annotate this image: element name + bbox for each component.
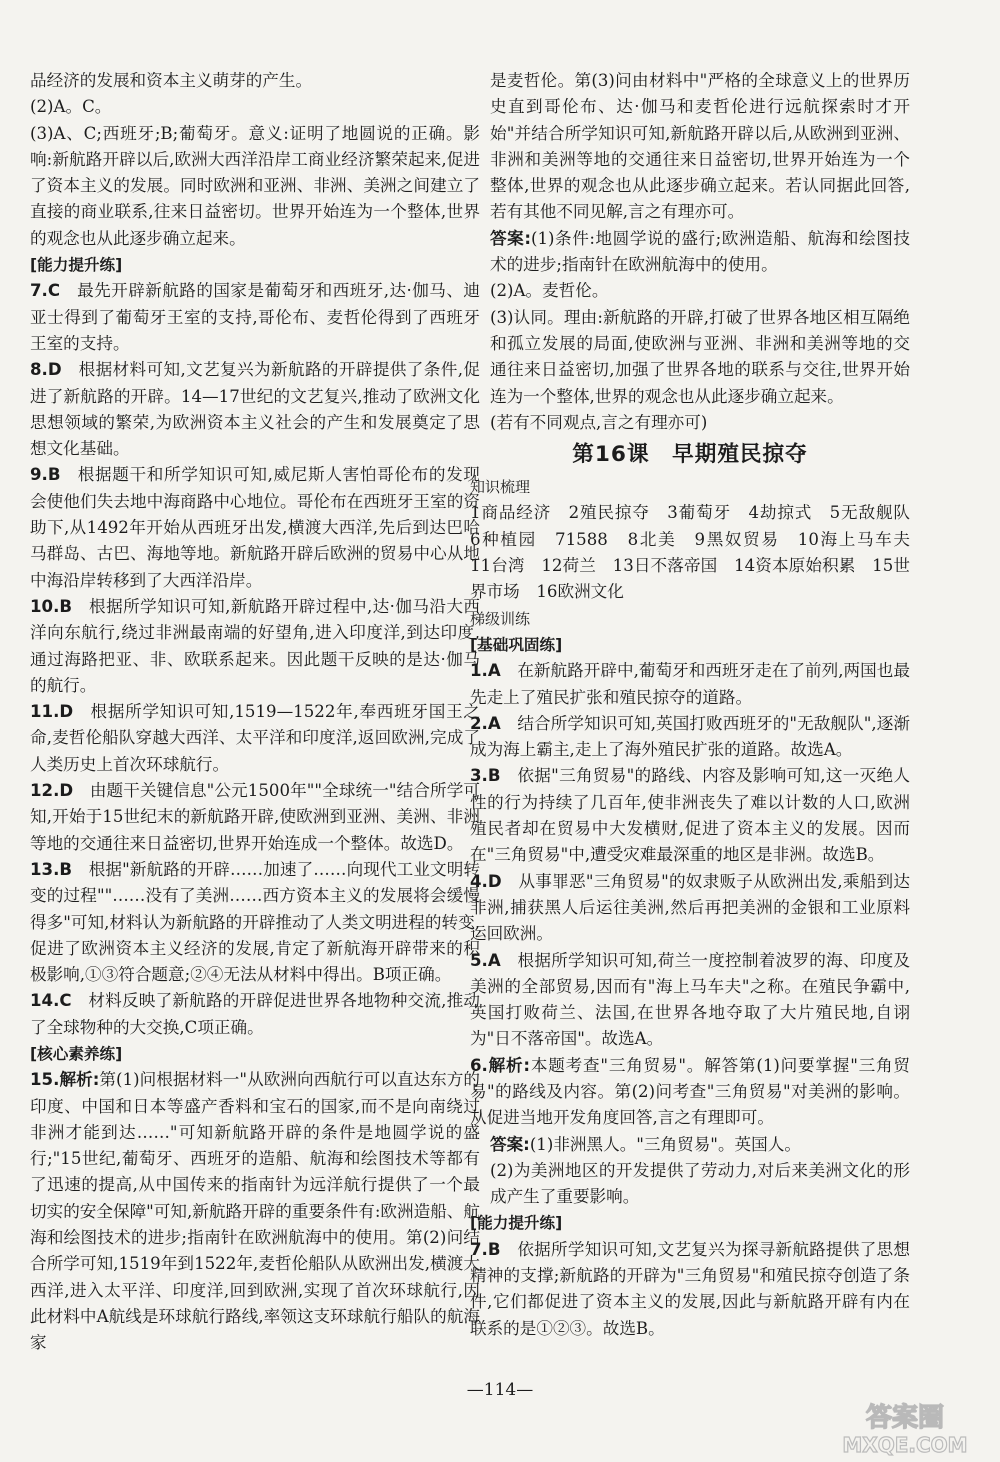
answer-item	[470, 658, 910, 711]
intro-line-1: 品经济的发展和资本主义萌芽的产生。	[30, 71, 313, 90]
watermark-logo	[820, 1398, 990, 1458]
answer-text: 由题干关键信息"公元1500年""全球统一"结合所学可知,开始于15世纪末的新航路开辟,使欧洲到亚洲、美洲、非洲等地的交通往来日益密切,世界开始连成一个整体。故选D。	[30, 781, 480, 853]
section-heading-core: [核心素养练]	[30, 1044, 123, 1063]
analysis-label: 解析:	[59, 1070, 100, 1090]
subheading-knowledge: 知识梳理	[470, 478, 531, 497]
answer-item	[30, 988, 480, 1041]
answer-text: 根据材料可知,文艺复兴为新航路的开辟提供了条件,促进了新航路的开辟。14—17世纪的文艺复兴,推动了欧洲文化思想领域的繁荣,为欧洲资本主义社会的产生和发展奠定了思想文化基础。	[30, 360, 480, 459]
answer-number: 11.D	[30, 702, 74, 722]
answer-item	[470, 711, 910, 764]
answer-item-6	[470, 1053, 910, 1132]
svg-text:答案圈: 答案圈	[865, 1403, 945, 1433]
answer-number: 9.B	[30, 465, 61, 485]
answer-item	[470, 763, 910, 868]
answer-item-15	[30, 1067, 480, 1356]
answer-text: 根据所学知识可知,新航路开辟过程中,达·伽马沿大西洋向东航行,绕过非洲最南端的好望角,进入印度洋,到达印度,通过海路把亚、非、欧联系起来。因此题干反映的是达·伽马的航行。	[30, 596, 480, 695]
answer-text: 依据"三角贸易"的路线、内容及影响可知,这一灭绝人性的行为持续了几百年,使非洲丧失了难以计数的人口,欧洲殖民者却在贸易中大发横财,促进了资本主义的发展。因而在"三角贸易"中,遭受灾难最深重的地区是非洲。故选B。	[470, 766, 910, 865]
answer-number: 4.D	[470, 871, 502, 891]
intro-line-2: (2)A。C。	[30, 97, 112, 117]
left-column	[30, 68, 480, 1357]
answer-number: 13.B	[30, 859, 73, 879]
lesson-title: 第16课 早期殖民掠夺	[572, 442, 808, 468]
analysis-label: 解析:	[487, 1055, 531, 1075]
answer-number: 5.A	[470, 950, 501, 970]
answer-text: 在新航路开辟中,葡萄牙和西班牙走在了前列,两国也最先走上了殖民扩张和殖民掠夺的道路。	[470, 661, 910, 707]
answer-text: 从事罪恶"三角贸易"的奴隶贩子从欧洲出发,乘船到达非洲,捕获黑人后运往美洲,然后再把美洲的金银和工业原料运回欧洲。	[470, 871, 910, 944]
answer-item	[30, 357, 480, 462]
answer-note: (若有不同观点,言之有理亦可)	[490, 412, 708, 432]
answer-number: 6.	[470, 1055, 488, 1075]
answer-item	[30, 462, 480, 593]
answer-part-2: (2)A。麦哲伦。	[490, 281, 609, 301]
svg-text:MXQE.COM: MXQE.COM	[842, 1433, 968, 1457]
answer-item	[30, 594, 480, 699]
answer-label: 答案:	[490, 1134, 530, 1154]
answer-item-7	[470, 1237, 910, 1342]
intro-line-3: (3)A、C;西班牙;B;葡萄牙。意义:证明了地圆说的正确。影响:新航路开辟以后,欧洲大西洋沿岸工商业经济繁荣起来,促进了资本主义的发展。同时欧洲和亚洲、非洲、美洲之间建立了直接的商业联系,往来日益密切。世界开始连为一个整体,世界的观念也从此逐步确立起来。	[30, 123, 480, 248]
answer-number: 8.D	[30, 360, 62, 380]
answer-text: 根据题干和所学知识可知,威尼斯人害怕哥伦布的发现会使他们失去地中海商路中心地位。哥伦布在西班牙王室的资助下,从1492年开始从西班牙出发,横渡大西洋,先后到达巴哈马群岛、古巴、海地等地。新航路开辟后欧洲的贸易中心从地中海沿岸转移到了大西洋沿岸。	[30, 465, 480, 590]
section-heading-basic: [基础巩固练]	[470, 635, 563, 654]
answer-text: 材料反映了新航路的开辟促进世界各地物种交流,推动了全球物种的大交换,C项正确。	[30, 991, 480, 1037]
answer-block-6	[470, 1132, 910, 1158]
answer-item	[470, 869, 910, 948]
answer-part-1: (1)条件:地圆学说的盛行;欧洲造船、航海和绘图技术的进步;指南针在欧洲航海中的使用。	[490, 228, 911, 275]
subheading-training: 梯级训练	[470, 609, 531, 628]
answer-part-1: (1)非洲黑人。"三角贸易"。英国人。	[529, 1134, 801, 1154]
answer-text: 最先开辟新航路的国家是葡萄牙和西班牙,达·伽马、迪亚士得到了葡萄牙王室的支持,哥伦布、麦哲伦得到了西班牙王室的支持。	[30, 281, 480, 353]
answer-item	[30, 278, 480, 357]
right-column	[470, 68, 927, 1342]
answer-part-3: (3)认同。理由:新航路的开辟,打破了世界各地区相互隔绝和孤立发展的局面,使欧洲与亚洲、非洲和美洲等地的交通往来日益密切,加强了世界各地的联系与交往,世界开始连为一个整体,世界的观念也从此逐步确立起来。	[490, 307, 910, 406]
answer-number: 10.B	[30, 596, 73, 616]
page-number: —114—	[466, 1380, 534, 1400]
answer-text: 结合所学知识可知,英国打败西班牙的"无敌舰队",逐渐成为海上霸主,走上了海外殖民扩张的道路。故选A。	[470, 713, 910, 760]
answer-number: 2.A	[470, 713, 501, 733]
answer-number: 15.	[30, 1070, 60, 1090]
knowledge-list: 1商品经济 2殖民掠夺 3葡萄牙 4劫掠式 5无敌舰队 6种植园 71588 8北美 9黑奴贸易 10海上马车夫 11台湾 12荷兰 13日不落帝国 14资本原始积累 15世界市场 16欧洲文化	[470, 503, 927, 602]
analysis-continued: 是麦哲伦。第(3)问由材料中"严格的全球意义上的世界历史直到哥伦布、达·伽马和麦哲伦进行远航探索时才开始"并结合所学知识可知,新航路开辟以后,从欧洲到亚洲、非洲和美洲等地的交通往来日益密切,世界开始连为一个整体,世界的观念也从此逐步确立起来。若认同据此回答,若有其他不同见解,言之有理亦可。	[490, 71, 910, 222]
analysis-text: 本题考查"三角贸易"。解答第(1)问要掌握"三角贸易"的路线及内容。第(2)问考查"三角贸易"对美洲的影响。从促进当地开发角度回答,言之有理即可。	[470, 1055, 910, 1128]
answer-item	[30, 778, 480, 857]
answer-number: 7.C	[30, 281, 61, 301]
answer-item	[470, 948, 910, 1053]
answer-number: 14.C	[30, 991, 72, 1011]
answer-number: 3.B	[470, 766, 501, 786]
answer-text: 根据所学知识可知,1519—1522年,奉西班牙国王之命,麦哲伦船队穿越大西洋、太平洋和印度洋,返回欧洲,完成了人类历史上首次环球航行。	[30, 702, 480, 774]
answer-text: 根据"新航路的开辟……加速了……向现代工业文明转变的过程""……没有了美洲……西方资本主义的发展将会缓慢得多"可知,材料认为新航路的开辟推动了人类文明进程的转变,促进了欧洲资本主义经济的发展,肯定了新航海开辟带来的积极影响,①③符合题意;②④无法从材料中得出。B项正确。	[30, 859, 480, 985]
section-heading-ability-2: [能力提升练]	[470, 1214, 563, 1233]
answer-part-2: (2)为美洲地区的开发提供了劳动力,对后来美洲文化的形成产生了重要影响。	[490, 1160, 910, 1207]
answer-number: 7.B	[470, 1239, 501, 1259]
answer-label: 答案:	[490, 228, 531, 248]
answer-text: 根据所学知识可知,荷兰一度控制着波罗的海、印度及美洲的全部贸易,因而有"海上马车夫"之称。在殖民争霸中,英国打败荷兰、法国,在世界各地夺取了大片殖民地,自诩为"日不落帝国"。故选A。	[470, 950, 910, 1049]
answer-item	[30, 857, 480, 988]
answer-text: 依据所学知识可知,文艺复兴为探寻新航路提供了思想精神的支撑;新航路的开辟为"三角贸易"和殖民掠夺创造了条件,它们都促进了资本主义的发展,因此与新航路开辟有内在联系的是①②③。故选B。	[470, 1239, 910, 1338]
answer-block	[470, 226, 910, 279]
section-heading-ability: [能力提升练]	[30, 256, 123, 275]
answer-item	[30, 699, 480, 778]
answer-number: 1.A	[470, 661, 501, 681]
analysis-text: 第(1)问根据材料一"从欧洲向西航行可以直达东方的印度、中国和日本等盛产香料和宝石的国家,而不是向南绕过非洲才能到达……"可知新航路开辟的条件是地圆学说的盛行;"15世纪,葡萄牙、西班牙的造船、航海和绘图技术等都有了迅速的提高,从中国传来的指南针为远洋航行提供了一个最切实的安全保障"可知,新航路开辟的重要条件有:欧洲造船、航海和绘图技术的进步;指南针在欧洲航海中的使用。第(2)问结合所学可知,1519年到1522年,麦哲伦船队从欧洲出发,横渡大西洋,进入太平洋、印度洋,回到欧洲,实现了首次环球航行,因此材料中A航线是环球航行路线,率领这支环球航行船队的航海家	[30, 1070, 481, 1353]
answer-number: 12.D	[30, 781, 74, 801]
